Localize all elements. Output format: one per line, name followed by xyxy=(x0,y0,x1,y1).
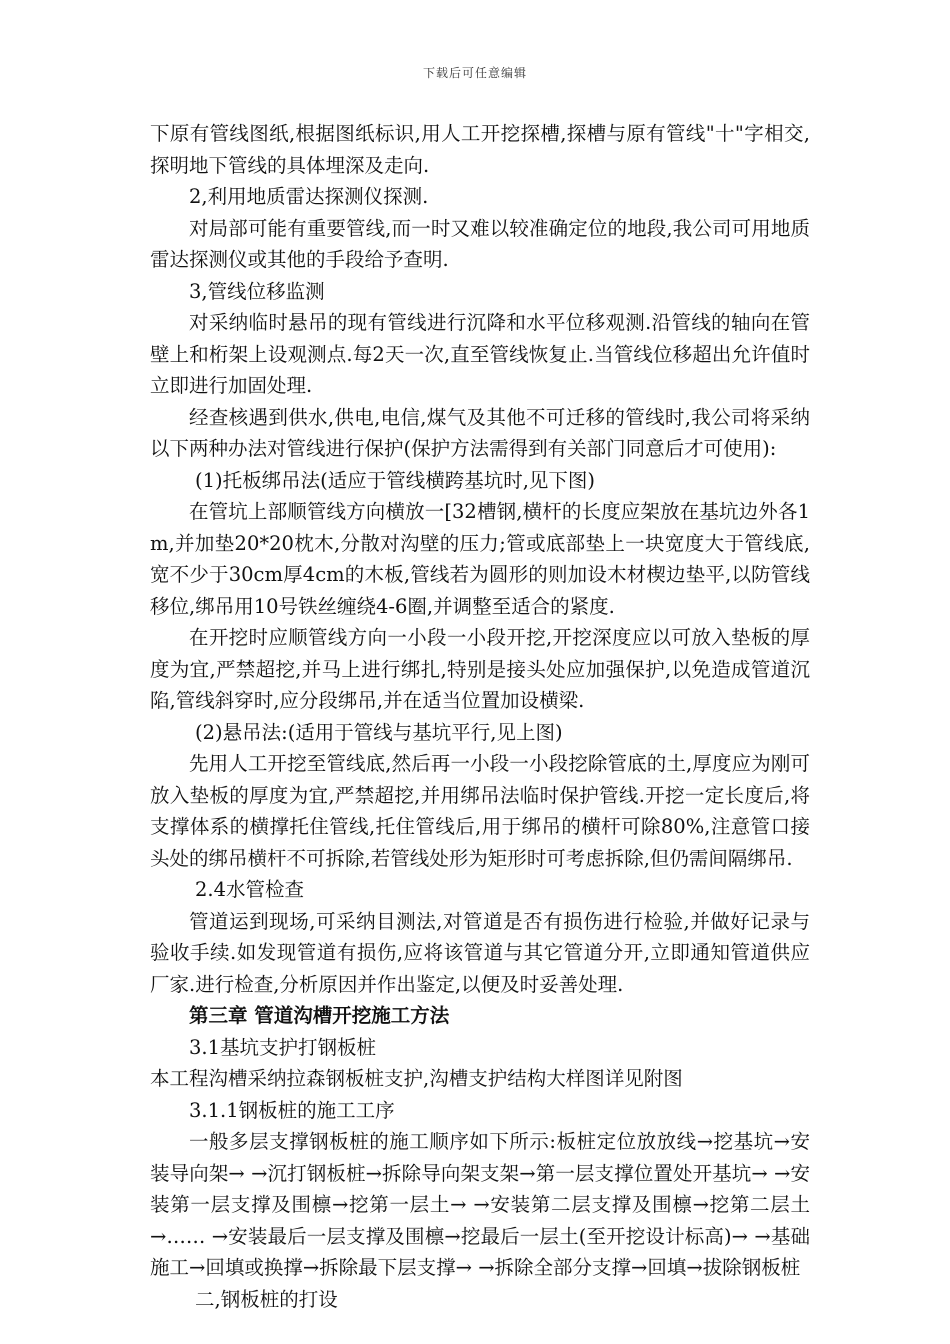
chapter-heading: 第三章 管道沟槽开挖施工方法 xyxy=(189,1004,450,1027)
paragraph: 经查核遇到供水,供电,电信,煤气及其他不可迁移的管线时,我公司将采纳以下两种办法对管线进行保护(保护方法需得到有关部门同意后才可使用): xyxy=(150,405,810,460)
paragraph: 管道运到现场,可采纳目测法,对管道是否有损伤进行检验,并做好记录与验收手续.如发现管道有损伤,应将该管道与其它管道分开,立即通知管道供应厂家.进行检查,分析原因并作出鉴定,以便及时妥善处理. xyxy=(150,909,810,996)
paragraph: 对采纳临时悬吊的现有管线进行沉降和水平位移观测.沿管线的轴向在管壁上和桁架上设观测点.每2天一次,直至管线恢复止.当管线位移超出允许值时立即进行加固处理. xyxy=(150,311,810,397)
header-note: 下载后可任意编辑 xyxy=(422,66,527,80)
paragraph: 2,利用地质雷达探测仪探测. xyxy=(189,185,429,208)
paragraph: (2)悬吊法:(适用于管线与基坑平行,见上图) xyxy=(195,720,563,744)
paragraph: 本工程沟槽采纳拉森钢板桩支护,沟槽支护结构大样图详见附图 xyxy=(150,1067,683,1090)
paragraph: 先用人工开挖至管线底,然后再一小段一小段挖除管底的土,厚度应为刚可放入垫板的厚度为宜,严禁超挖,并用绑吊法临时保护管线.开挖一定长度后,将支撑体系的横撑托住管线,托住管线后,用于绑吊的横杆可除80%,注意管口接头处的绑吊横杆不可拆除,若管线处形为矩形时可考虑拆除,但仍需间隔绑吊. xyxy=(150,752,810,870)
section-heading: 3.1基坑支护打钢板桩 xyxy=(189,1035,377,1059)
section-heading: 3.1.1钢板桩的施工工序 xyxy=(189,1098,395,1122)
paragraph: 3,管线位移监测 xyxy=(189,279,325,303)
section-heading: 2.4水管检查 xyxy=(195,878,305,901)
section-heading: 二,钢板桩的打设 xyxy=(195,1287,338,1311)
paragraph: 一般多层支撑钢板桩的施工顺序如下所示:板桩定位放放线→挖基坑→安装导向架→ →沉打钢板桩→拆除导向架支架→第一层支撑位置处开基坑→ →安装第一层支撑及围檩→挖第一层土→ →安装第二层支撑及围檩→挖第二层土→…… →安装最后一层支撑及围檩→挖最后一层土(至开挖设计标高)→ →基础施工→回填或换撑→拆除最下层支撑→ →拆除全部分支撑→回填→拔除钢板桩 xyxy=(150,1130,810,1279)
paragraph: (1)托板绑吊法(适应于管线横跨基坑时,见下图) xyxy=(195,468,596,492)
document-body xyxy=(150,118,810,1315)
paragraph: 对局部可能有重要管线,而一时又难以较准确定位的地段,我公司可用地质雷达探测仪或其他的手段给予查明. xyxy=(150,216,810,271)
paragraph: 下原有管线图纸,根据图纸标识,用人工开挖探槽,探槽与原有管线"十"字相交,探明地下管线的具体埋深及走向. xyxy=(150,122,810,177)
paragraph: 在开挖时应顺管线方向一小段一小段开挖,开挖深度应以可放入垫板的厚度为宜,严禁超挖,并马上进行绑扎,特别是接头处应加强保护,以免造成管道沉陷,管线斜穿时,应分段绑吊,并在适当位置加设横梁. xyxy=(150,626,810,712)
paragraph: 在管坑上部顺管线方向横放一[32槽钢,横杆的长度应架放在基坑边外各1m,并加垫20*20枕木,分散对沟壁的压力;管或底部垫上一块宽度大于管线底,宽不少于30cm厚4cm的木板,管线若为圆形的则加设木材楔边垫平,以防管线移位,绑吊用10号铁丝缠绕4-6圈,并调整至适合的紧度. xyxy=(150,500,810,618)
